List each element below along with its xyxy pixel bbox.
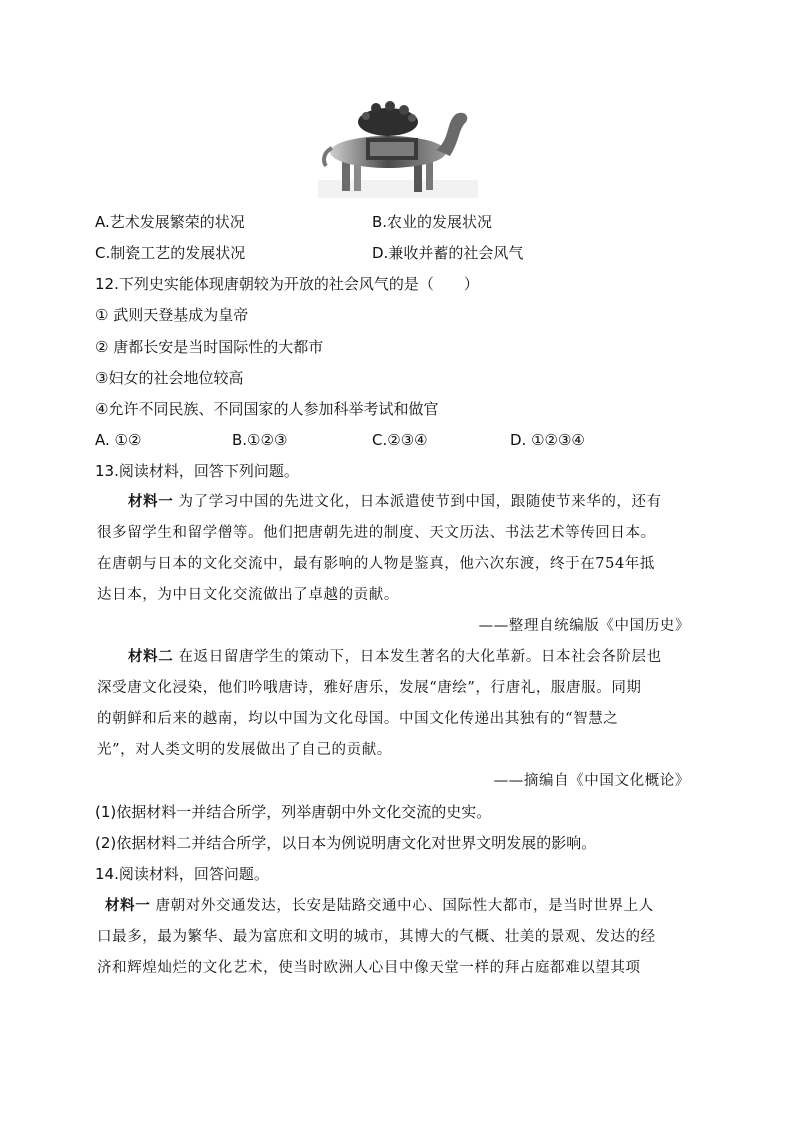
q12-item-4: ④允许不同民族、不同国家的人参加科举考试和做官: [95, 400, 439, 418]
q13-material2-text-1: 在返日留唐学生的策动下，日本发生著名的大化革新。日本社会各阶层也: [178, 649, 662, 665]
q13-material2-label: 材料二: [128, 648, 174, 665]
q12-option-b: B.①②③: [232, 431, 288, 449]
q12-option-a: A. ①②: [95, 431, 142, 449]
q12-stem: 12.下列史实能体现唐朝较为开放的社会风气的是（ ）: [95, 275, 479, 293]
q13-material1-line-3: 在唐朝与日本的文化交流中，最有影响的人物是鉴真，他六次东渡，终于在754年抵: [97, 556, 655, 572]
q12-item-1: ① 武则天登基成为皇帝: [95, 306, 249, 324]
q13-material1-line-2: 很多留学生和留学僧等。他们把唐朝先进的制度、天文历法、书法艺术等传回日本。: [97, 525, 656, 541]
q13-material2-line-4: 光”，对人类文明的发展做出了自己的贡献。: [97, 742, 392, 758]
q13-material2-line-2: 深受唐文化浸染，他们吟哦唐诗，雅好唐乐，发展“唐绘”，行唐礼，服唐服。同期: [97, 680, 642, 696]
q13-stem: 13.阅读材料，回答下列问题。: [95, 462, 299, 480]
q14-material1-line-2: 口最多，最为繁华、最为富庶和文明的城市，其博大的气概、壮美的景观、发达的经: [97, 929, 656, 945]
q13-subquestion-1: (1)依据材料一并结合所学，列举唐朝中外文化交流的史实。: [95, 803, 492, 821]
q13-material1-line-1: [128, 491, 662, 513]
q11-option-b: B.农业的发展状况: [372, 213, 493, 231]
q14-material1-line-1: [105, 895, 654, 917]
q11-option-d: D.兼收并蓄的社会风气: [372, 244, 524, 262]
tang-camel-figurine-image: [318, 100, 478, 198]
q11-option-c: C.制瓷工艺的发展状况: [95, 244, 246, 262]
q14-material1-line-3: 济和辉煌灿烂的文化艺术，使当时欧洲人心目中像天堂一样的拜占庭都难以望其项: [97, 960, 641, 976]
q14-material1-text-1: 唐朝对外交通发达，长安是陆路交通中心、国际性大都市，是当时世界上人: [155, 898, 654, 914]
q13-material1-text-1: 为了学习中国的先进文化，日本派遣使节到中国，跟随使节来华的，还有: [178, 494, 662, 510]
q11-option-a: A.艺术发展繁荣的状况: [95, 213, 245, 231]
q12-option-c: C.②③④: [372, 431, 428, 449]
q12-item-2: ② 唐都长安是当时国际性的大都市: [95, 338, 324, 356]
q13-material1-source: ——整理自统编版《中国历史》: [478, 618, 690, 634]
q14-stem: 14.阅读材料，回答问题。: [95, 865, 269, 883]
q13-material2-line-3: 的朝鲜和后来的越南，均以中国为文化母国。中国文化传递出其独有的“智慧之: [97, 711, 619, 727]
q13-subquestion-2: (2)依据材料二并结合所学，以日本为例说明唐文化对世界文明发展的影响。: [95, 834, 597, 852]
q13-material1-line-4: 达日本，为中日文化交流做出了卓越的贡献。: [97, 587, 399, 603]
q13-material2-source: ——摘编自《中国文化概论》: [493, 773, 690, 789]
q12-option-d: D. ①②③④: [510, 431, 585, 449]
q14-material1-label: 材料一: [105, 897, 151, 914]
q13-material1-label: 材料一: [128, 493, 174, 510]
q13-material2-line-1: [128, 646, 662, 668]
q12-item-3: ③妇女的社会地位较高: [95, 369, 244, 387]
